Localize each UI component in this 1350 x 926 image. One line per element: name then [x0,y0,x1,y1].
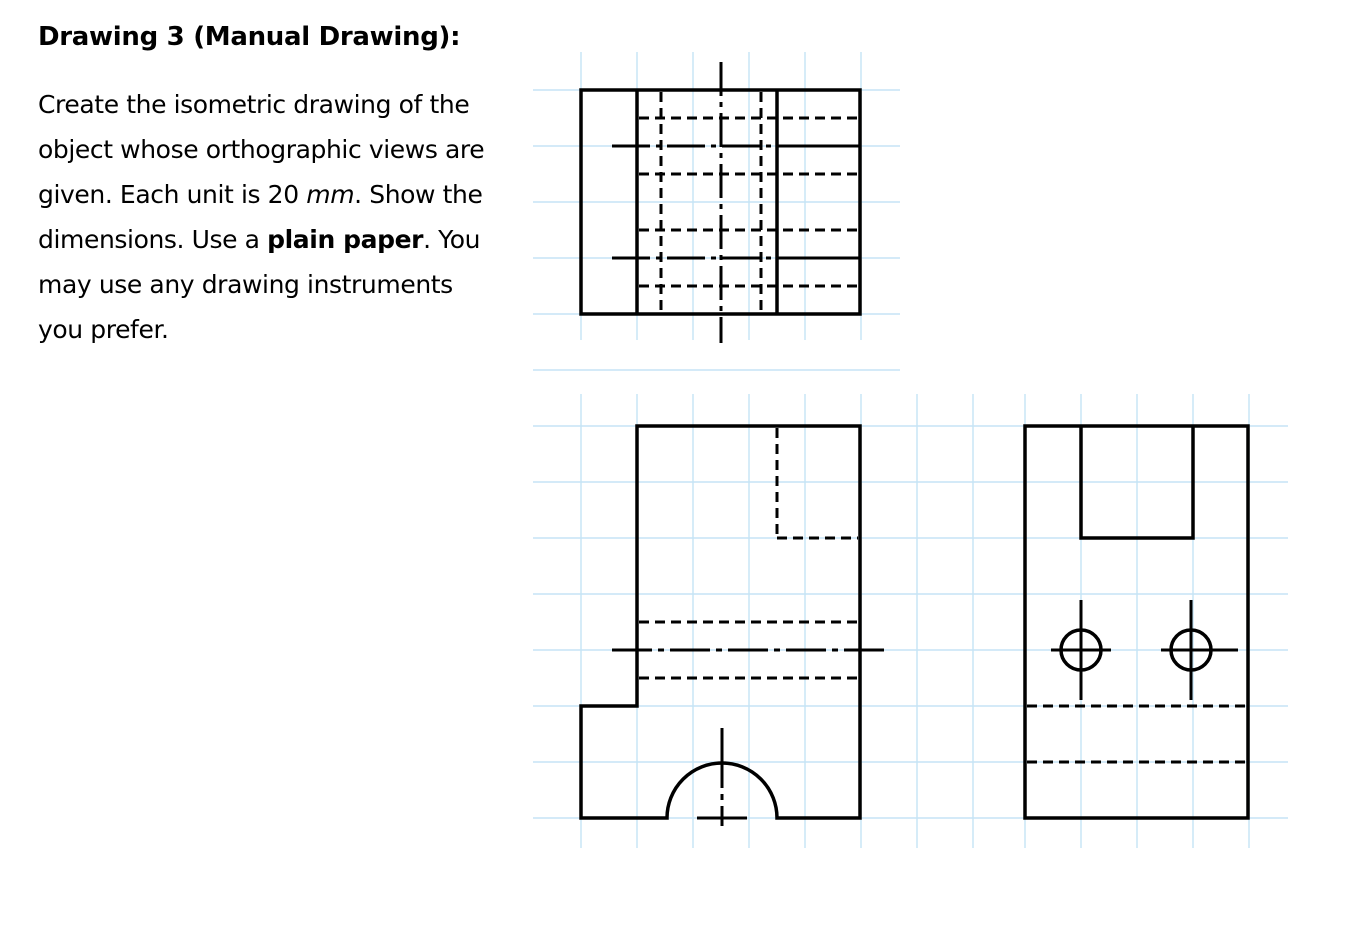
page-title: Drawing 3 (Manual Drawing): [38,22,461,52]
grid-background [533,52,1288,848]
unit-label: mm [306,180,355,209]
instructions-part-3: . You may use any drawing instruments you prefer. [38,225,481,344]
instructions-part-2: . Show the dimensions. Use a [38,180,483,254]
instructions-part-1: Create the isometric drawing of the object whose orthographic views are given. Each unit is 20 [38,90,485,209]
hole-1 [1051,600,1111,700]
front-view [581,426,890,826]
hole-2 [1161,600,1238,700]
top-view-grid [533,52,900,370]
side-view-grid [900,394,1288,848]
front-view-center-lines [612,650,890,826]
plain-paper-emphasis: plain paper [267,225,424,254]
